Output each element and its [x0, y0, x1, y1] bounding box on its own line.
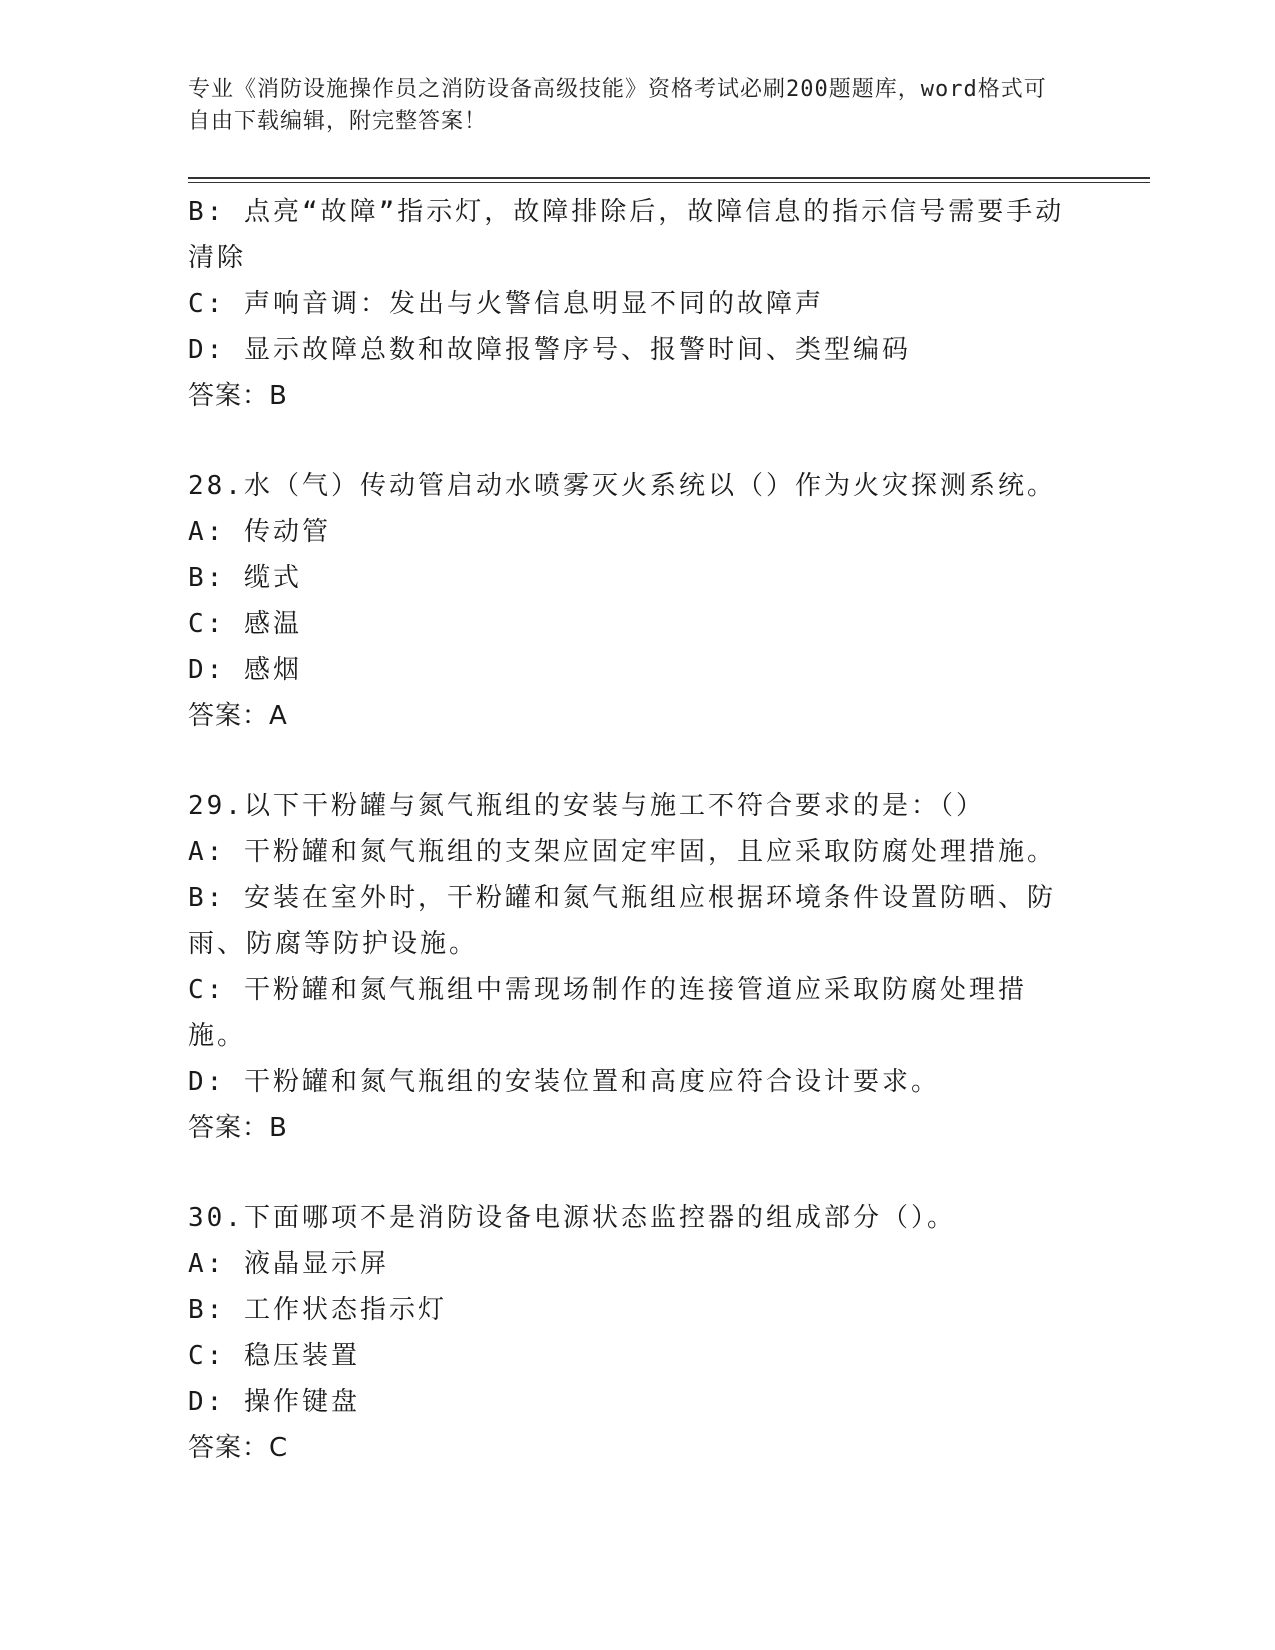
answer: 答案：A	[188, 701, 288, 731]
answer: 答案：B	[188, 381, 288, 411]
question-stem: 29.以下干粉罐与氮气瓶组的安装与施工不符合要求的是：（）	[188, 791, 985, 821]
question-stem: 28.水（气）传动管启动水喷雾灭火系统以（）作为火灾探测系统。	[188, 471, 1056, 501]
option-a: A: 干粉罐和氮气瓶组的支架应固定牢固，且应采取防腐处理措施。	[188, 837, 1056, 867]
question-28	[188, 463, 1068, 739]
option-a: A: 传动管	[188, 517, 331, 547]
header-divider-thin	[188, 182, 1150, 183]
spacer	[188, 419, 1068, 463]
question-29	[188, 783, 1068, 1151]
answer: 答案：B	[188, 1113, 288, 1143]
question-stem: 30.下面哪项不是消防设备电源状态监控器的组成部分（）。	[188, 1203, 956, 1233]
option-c: C: 声响音调：发出与火警信息明显不同的故障声	[188, 289, 824, 319]
option-d: D: 干粉罐和氮气瓶组的安装位置和高度应符合设计要求。	[188, 1067, 940, 1097]
option-c: C: 干粉罐和氮气瓶组中需现场制作的连接管道应采取防腐处理措施。	[188, 975, 1027, 1051]
option-b: B: 缆式	[188, 563, 302, 593]
header-divider-thick	[188, 177, 1150, 179]
option-c: C: 稳压装置	[188, 1341, 360, 1371]
option-d: D: 感烟	[188, 655, 302, 685]
spacer	[188, 739, 1068, 783]
spacer	[188, 1151, 1068, 1195]
option-d: D: 显示故障总数和故障报警序号、报警时间、类型编码	[188, 335, 911, 365]
answer: 答案：C	[188, 1433, 289, 1463]
option-d: D: 操作键盘	[188, 1387, 360, 1417]
option-b: B: 点亮“故障”指示灯，故障排除后，故障信息的指示信号需要手动清除	[188, 197, 1065, 273]
question-list	[188, 189, 1068, 1471]
option-b: B: 工作状态指示灯	[188, 1295, 447, 1325]
option-c: C: 感温	[188, 609, 302, 639]
option-b: B: 安装在室外时，干粉罐和氮气瓶组应根据环境条件设置防晒、防雨、防腐等防护设施。	[188, 883, 1056, 959]
document-header: 专业《消防设施操作员之消防设备高级技能》资格考试必刷200题题库，word格式可自由下载编辑，附完整答案！	[188, 77, 1047, 134]
option-a: A: 液晶显示屏	[188, 1249, 389, 1279]
question-continued	[188, 189, 1068, 419]
question-30	[188, 1195, 1068, 1471]
